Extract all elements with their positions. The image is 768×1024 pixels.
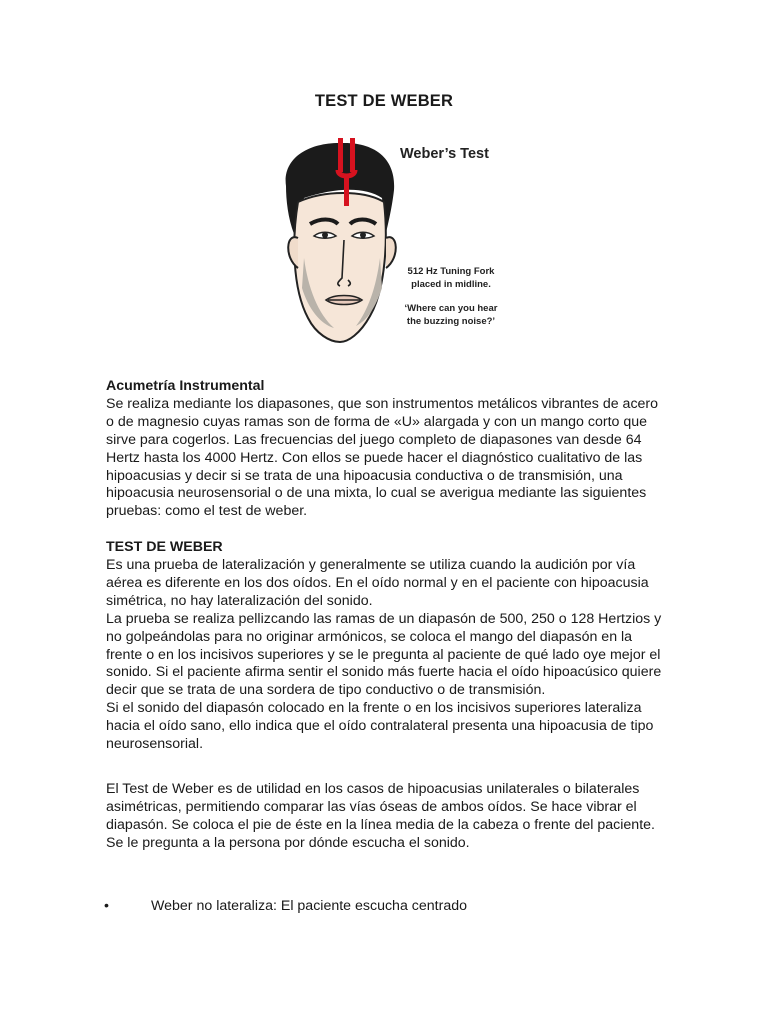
document-title: TEST DE WEBER <box>314 92 454 110</box>
weber-test-illustration <box>264 138 504 348</box>
paragraph-acumetria: Se realiza mediante los diapasones, que son instrumentos metálicos vibrantes de acero o de magnesio cuyas ramas son de forma de «U» alargada y con un mango corto que sirve para cogerlos. Las frecuencias del juego completo de diapasones van desde 64 Hertz hasta los 4000 Hertz. Con ellos se puede hacer el diagnóstico cualitativo de las hipoacusias y decir si se trata de una hipoacusia conductiva o de transmisión, una hipoacusia neurosensorial o de una mixta, lo cual se averigua mediante las siguientes pruebas: como el test de weber. <box>106 395 659 520</box>
document-body <box>106 378 666 853</box>
figure-note-fork: 512 Hz Tuning Fork placed in midline. <box>407 266 495 290</box>
paragraph-utilidad: El Test de Weber es de utilidad en los casos de hipoacusias unilaterales o bilaterales asimétricas, permitiendo comparar las vías óseas de ambos oídos. Se hace vibrar el diapasón. Se coloca el pie de éste en la línea media de la cabeza o frente del paciente. Se le pregunta a la persona por dónde escucha el sonido. <box>106 781 655 851</box>
figure-title: Weber’s Test <box>400 146 489 162</box>
paragraph-lateralizacion: Es una prueba de lateralización y generalmente se utiliza cuando la audición por vía aérea es diferente en los dos oídos. En el oído normal y en el paciente con hipoacusia simétrica, no hay lateralización del sonido. <box>106 557 649 609</box>
section-heading-test-weber: TEST DE WEBER <box>106 539 223 556</box>
paragraph-neurosensorial: Si el sonido del diapasón colocado en la frente o en los incisivos superiores lateraliza hacia el oído sano, ello indica que el oído contralateral presenta una hipoacusia de tipo neurosensorial. <box>106 700 654 753</box>
section-heading-acumetria: Acumetría Instrumental <box>106 378 265 394</box>
bullet-icon: • <box>104 898 109 914</box>
paragraph-procedimiento: La prueba se realiza pellizcando las ramas de un diapasón de 500, 250 o 128 Hertzios y no golpeándolas para no originar armónicos, se coloca el mango del diapasón en la frente o en los incisivos superiores y se le pregunta al paciente de qué lado oye mejor el sonido. Si el paciente afirma sentir el sonido más fuerte hacia el oído hipoacúsico quiere decir que se trata de una sordera de tipo conductivo o de transmisión. <box>106 610 662 699</box>
figure-note-question: ‘Where can you hear the buzzing noise?’ <box>404 303 498 327</box>
list-item-text: Weber no lateraliza: El paciente escucha centrado <box>151 898 467 914</box>
